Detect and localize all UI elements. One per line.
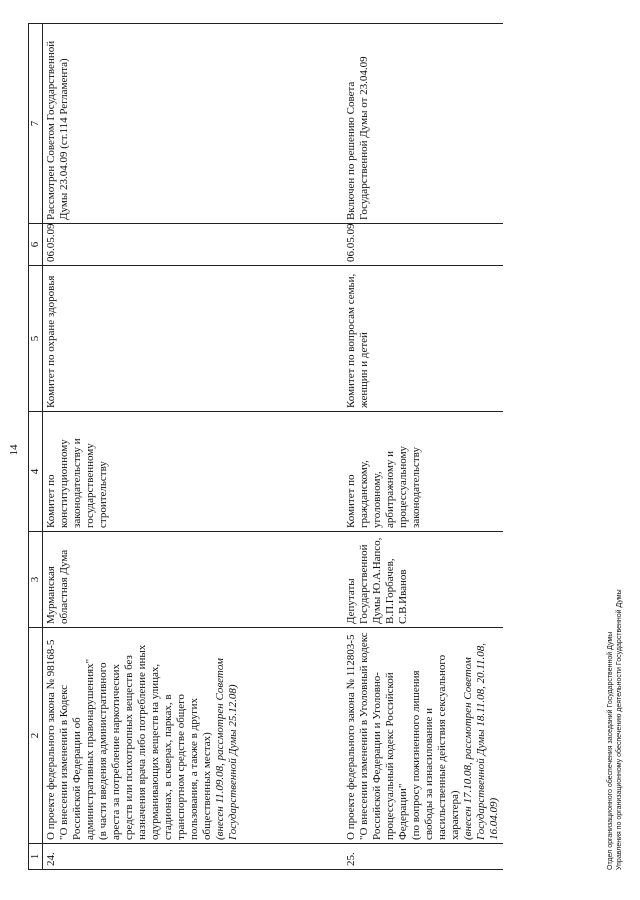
- footer-line: Управления по организационному обеспечению деятельности Государственной Думы: [616, 589, 623, 870]
- table-row: [343, 24, 503, 870]
- page-footer: [606, 589, 624, 870]
- page-number: 14: [8, 444, 20, 456]
- co-committee: Комитет по вопросам семьи, женщин и детей: [343, 266, 503, 412]
- bill-author: Депутаты Государственной Думы Ю.А.Напсо, В.П.Горбачев, С.В.Иванов: [343, 532, 503, 628]
- bill-title: "О внесении изменений в Кодекс Российской Федерации об административных правонарушениях": [58, 658, 96, 840]
- column-header: 2: [29, 628, 43, 844]
- bill-history: (внесен 17.10.08, рассмотрен Советом Государственной Думы 18.11.08, 20.11.08, 16.04.09): [461, 642, 500, 840]
- bill-status: Рассмотрен Советом Государственной Думы 23.04.09 (ст.114 Регламента): [43, 24, 343, 224]
- bill-scope: (в части введения административного ареста за потребление наркотических средств или психотропных веществ без назначения врача либо потребление иных одурманивающих веществ на улицах, стадионах, в скверах, парках, в транспортном средстве общего пользования, а также в других общественных местах): [97, 644, 213, 840]
- row-number: 25.: [343, 844, 503, 870]
- bill-status: Включен по решению Совета Государственной Думы от 23.04.09: [343, 24, 503, 224]
- review-date: 06.05.09: [343, 224, 503, 266]
- bill-number: О проекте федерального закона № 98168-5: [45, 639, 57, 840]
- bills-table: [28, 23, 503, 870]
- responsible-committee: Комитет по конституционному законодательству и государственному строительству: [43, 412, 343, 532]
- review-date: 06.05.09: [43, 224, 343, 266]
- bill-scope: (по вопросу пожизненного лишения свободы за изнасилование и насильственные действия сексуального характера): [409, 654, 461, 840]
- column-number-row: [29, 24, 43, 870]
- column-header: 5: [29, 266, 43, 412]
- bill-author: Мурманская областная Дума: [43, 532, 343, 628]
- footer-line: Отдел организационного обеспечения заседаний Государственной Думы: [607, 631, 614, 870]
- co-committee: Комитет по охране здоровья: [43, 266, 343, 412]
- column-header: 6: [29, 224, 43, 266]
- bill-description: [43, 628, 343, 844]
- table-row: [43, 24, 343, 870]
- bill-title: "О внесении изменений в Уголовный кодекс Российской Федерации и Уголовно-процессуальный кодекс Российской Федерации": [357, 632, 409, 840]
- bill-description: [343, 628, 503, 844]
- responsible-committee: Комитет по гражданскому, уголовному, арбитражному и процессуальному законодательству: [343, 412, 503, 532]
- bill-number: О проекте федерального закона № 112803-5: [344, 634, 357, 840]
- bill-history: (внесен 11.09.08, рассмотрен Советом Государственной Думы 25.12.08): [214, 658, 239, 840]
- column-header: 1: [29, 844, 43, 870]
- column-header: 4: [29, 412, 43, 532]
- column-header: 3: [29, 532, 43, 628]
- row-number: 24.: [43, 844, 343, 870]
- column-header: 7: [29, 24, 43, 224]
